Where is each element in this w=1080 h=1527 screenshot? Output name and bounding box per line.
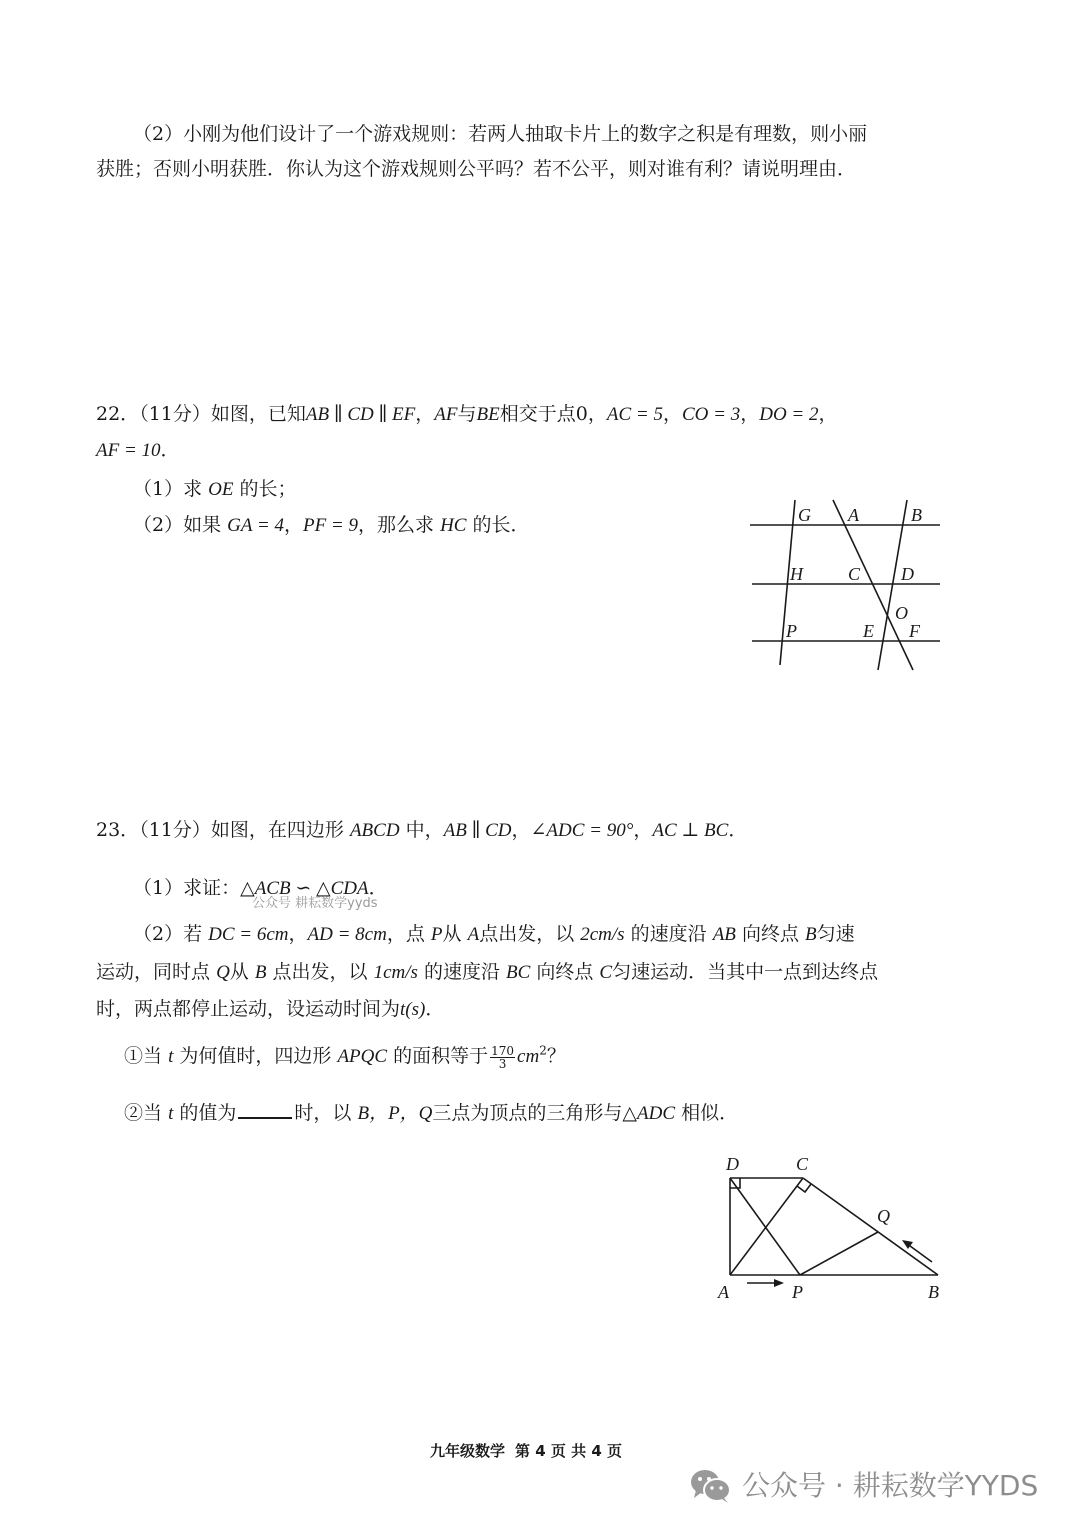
text: 如图，在四边形 [210, 819, 344, 841]
question-number: 23． [96, 819, 140, 841]
math: A [467, 924, 480, 945]
segment-pq [800, 1232, 878, 1275]
math: DO = 2 [759, 404, 819, 425]
math: C [599, 962, 613, 983]
brand-text: 公众号 · 耕耘数学YYDS [742, 1469, 1039, 1502]
segment-cb [803, 1178, 938, 1275]
label-e: E [863, 621, 874, 641]
right-angle-c [797, 1184, 811, 1192]
q22-part2 [133, 513, 530, 538]
label-p: P [792, 1282, 803, 1302]
text: 从 [442, 923, 462, 945]
text: ． [425, 998, 445, 1020]
arrow-ap-head [774, 1279, 784, 1287]
text: 相交于点 [499, 403, 576, 425]
text: 匀速运动．当其中一点到达终点 [612, 961, 879, 983]
math: BE [476, 404, 500, 425]
text: ， [288, 923, 308, 945]
text: 点出发，以 [272, 961, 368, 983]
math: AF [434, 404, 458, 425]
q22-figure [745, 495, 945, 675]
label-d: D [726, 1154, 739, 1174]
text: 中， [405, 819, 444, 841]
math: AB ∥ CD [443, 820, 512, 841]
math: B，P，Q [357, 1103, 433, 1124]
text: ，点 [386, 923, 425, 945]
math: BC [506, 962, 531, 983]
text: 的值为 [179, 1102, 237, 1124]
label-c: C [848, 564, 861, 584]
math: cm [517, 1046, 540, 1067]
exponent: 2 [539, 1043, 547, 1058]
text: 的长； [239, 478, 297, 500]
text: 为何值时，四边形 [179, 1045, 332, 1067]
math: AC = 5 [606, 404, 663, 425]
label-p: P [786, 621, 797, 641]
q22-stem-line2 [96, 438, 180, 463]
q23-stem [96, 818, 747, 843]
text: ， [511, 819, 531, 841]
math: HC [440, 515, 467, 536]
label-b: B [928, 1282, 939, 1302]
math: △ADC [622, 1103, 676, 1124]
math: OE [208, 479, 234, 500]
text: （1）求证： [133, 877, 241, 899]
text: ， [587, 403, 607, 425]
answer-blank[interactable] [238, 1101, 292, 1119]
q23-part2-line2 [96, 960, 878, 985]
text: 三点为顶点的三角形与 [432, 1102, 623, 1124]
math: AC ⊥ BC [652, 820, 729, 841]
q23-part2-line3 [96, 997, 444, 1022]
label-b: B [911, 505, 922, 525]
text: ． [368, 877, 388, 899]
text: 从 [229, 961, 249, 983]
text: 时，以 [294, 1102, 352, 1124]
math: P [430, 924, 443, 945]
label-c: C [796, 1154, 809, 1174]
text: ， [633, 819, 653, 841]
q22-part1 [133, 477, 297, 502]
math: PF = 9 [302, 515, 359, 536]
label-h: H [790, 564, 803, 584]
math: ∠ADC = 90° [530, 820, 634, 841]
math: CO = 3 [681, 404, 741, 425]
label-f: F [909, 621, 920, 641]
wechat-icon [690, 1468, 732, 1504]
math: 1cm/s [373, 962, 418, 983]
text: 的速度沿 [630, 923, 707, 945]
math: t [168, 1046, 174, 1067]
math: ABCD [349, 820, 400, 841]
question-number: 22． [96, 403, 140, 425]
text: ①当 [124, 1045, 163, 1067]
text: ，那么求 [358, 514, 435, 536]
q23-part2-line1 [133, 922, 855, 947]
text: 匀速 [816, 923, 855, 945]
label-q: Q [877, 1206, 890, 1226]
text: 运动，同时点 [96, 961, 211, 983]
text: ， [415, 403, 435, 425]
text: ． [728, 819, 748, 841]
q23-figure [710, 1148, 960, 1308]
text: ， [283, 514, 303, 536]
math: AB ∥ CD ∥ EF [305, 404, 416, 425]
fraction [490, 1045, 515, 1070]
label-a: A [848, 505, 859, 525]
text: 时，两点都停止运动，设运动时间为 [96, 998, 401, 1020]
math: DC = 6cm [208, 924, 289, 945]
math: △ACB ∽ △CDA [240, 878, 369, 899]
math: t(s) [400, 999, 426, 1020]
math: GA = 4 [227, 515, 284, 536]
text: 点出发，以 [479, 923, 575, 945]
label-a: A [718, 1282, 729, 1302]
text: 与 [457, 403, 477, 425]
math: B [805, 924, 817, 945]
text: 如图，已知 [210, 403, 306, 425]
math: 2cm/s [580, 924, 625, 945]
page-footer [430, 1441, 632, 1461]
text: ， [662, 403, 682, 425]
text: ， [740, 403, 760, 425]
inline-watermark: 公众号 耕耘数学yyds [252, 896, 378, 911]
label-d: D [901, 564, 914, 584]
math: Q [216, 962, 230, 983]
text: ， [818, 403, 838, 425]
text: ． [160, 439, 180, 461]
label-g: G [798, 505, 811, 525]
question-score: （11分） [139, 819, 211, 841]
q22-stem-line1 [96, 402, 838, 427]
math: t [168, 1103, 174, 1124]
text: （1）求 [133, 478, 203, 500]
question-score: （11分） [139, 403, 211, 425]
label-o: O [895, 603, 908, 623]
q21-part2-line1: （2）小刚为他们设计了一个游戏规则：若两人抽取卡片上的数字之积是有理数，则小丽 [133, 123, 868, 145]
text: 的长． [472, 514, 530, 536]
text: （2）若 [133, 923, 203, 945]
text: ？ [546, 1045, 566, 1067]
text: 的速度沿 [423, 961, 500, 983]
text: 的面积等于 [393, 1045, 489, 1067]
q21-part2-line2: 获胜；否则小明获胜．你认为这个游戏规则公平吗？若不公平，则对谁有利？请说明理由． [96, 158, 857, 180]
text: （2）如果 [133, 514, 222, 536]
brand-watermark [690, 1468, 1038, 1504]
fraction-numerator: 170 [491, 1043, 515, 1058]
text: ②当 [124, 1102, 163, 1124]
q23-sub1 [124, 1044, 566, 1070]
footer-subject: 九年级数学 [430, 1442, 506, 1460]
math: APQC [337, 1046, 388, 1067]
math: B [254, 962, 267, 983]
math: AD = 8cm [307, 924, 387, 945]
text: 向终点 [741, 923, 799, 945]
text: 相似． [681, 1102, 739, 1124]
text: 向终点 [536, 961, 594, 983]
math: AF = 10 [96, 440, 161, 461]
text: 0 [575, 403, 588, 425]
q23-sub2 [124, 1101, 738, 1126]
fraction-denominator: 3 [498, 1056, 507, 1071]
math: AB [712, 924, 736, 945]
footer-page: 第 4 页 共 4 页 [515, 1442, 623, 1460]
